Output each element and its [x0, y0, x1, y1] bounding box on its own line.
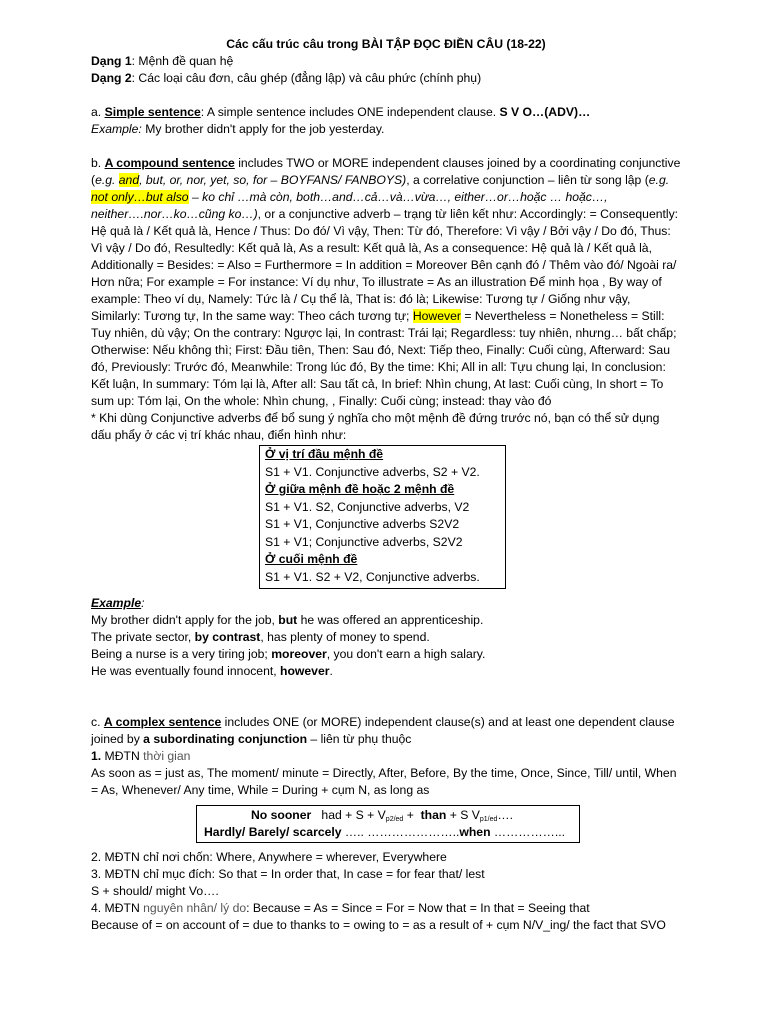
highlight-however: However [412, 309, 461, 323]
example-line [91, 612, 681, 629]
box2-part: had + S + V [311, 808, 386, 822]
spacer [91, 138, 681, 155]
dang-2-text: : Các loại câu đơn, câu ghép (đẳng lập) và câu phức (chính phụ) [131, 71, 482, 85]
mdtn-2-text: : Where, Anywhere = wherever, Everywhere [209, 850, 447, 864]
complex-sentence-paragraph [91, 714, 681, 748]
mdtn-4-line-2: Because of = on account of = due to thanks to = owing to = as a result of + cụm N/V_ing/ the fact that SVO [91, 918, 666, 932]
dang-2-label: Dạng 2 [91, 71, 132, 85]
dang-2-line [91, 70, 681, 87]
box2-subscript: p2/ed [385, 816, 404, 823]
mdtn-3-line [91, 866, 681, 883]
simple-formula: S V O…(ADV)… [499, 105, 591, 119]
compound-prefix: b. [91, 156, 105, 170]
simple-sentence-text: : A simple sentence includes ONE independent clause. [200, 105, 500, 119]
box-heading-start: Ở vị trí đầu mệnh đề [265, 447, 384, 461]
box2-part: + S V [446, 808, 480, 822]
mdtn-3-line-2: S + should/ might Vo…. [91, 884, 219, 898]
example-label: Example: [91, 122, 142, 136]
example-part: He was eventually found innocent, [91, 664, 281, 678]
inversion-structure-box [196, 805, 580, 843]
mdtn-1-text: As soon as = just as, The moment/ minute = Directly, After, Before, By the time, Once, Since, Till/ until, When = As, Whenever/ Any time, While = During + cụm N, as long as [91, 766, 677, 797]
example-keyword: moreover [271, 647, 327, 661]
compound-sentence-term: A compound sentence [104, 156, 235, 170]
hardly-line [204, 824, 579, 841]
box2-part: ….. ………………….. [341, 825, 460, 839]
example-line [91, 646, 681, 663]
example-line [91, 629, 681, 646]
compound-sentence-paragraph [91, 155, 681, 410]
box-line: S1 + V1; Conjunctive adverbs, S2V2 [265, 534, 463, 549]
hardly-keyword: Hardly/ Barely/ scarcely [204, 825, 342, 839]
compound-eg-2: e.g. [648, 173, 670, 187]
example-keyword: however [280, 664, 330, 678]
examples-heading [91, 595, 681, 612]
mdtn-1-number: 1. [91, 749, 102, 763]
mdtn-2-label: 2. MĐTN [91, 850, 144, 864]
complex-text-1: includes ONE (or MORE) independent clause(s) and at least one dependent clause joined by [91, 715, 675, 746]
than-keyword: than [420, 808, 447, 822]
box2-part: …. [497, 808, 513, 822]
example-part: , has plenty of money to spend. [260, 630, 430, 644]
mdtn-4-label: 4. MĐTN [91, 901, 144, 915]
examples-label: Example [91, 596, 142, 610]
compound-text-6: = Nevertheless = Nonetheless = Still: Tuy nhiên, dù vậy; On the contrary: Ngược lại, In contrast: Trái lại; Regardless: tuy nhiên, nhưng… bất chấp; Otherwise: Nếu không thì; First: Đầu tiên, Then: Sau đó, Next: Tiếp theo, Finally: Cuối cùng, Afterward: Sau đó, Previously: Trước đó, Meanwhile: Trong lúc đó, By the time: Khi; All in all: Tựu chung lại, In conclusion: Kết luận, In summary: Tóm lại là, After all: Sau tất cả, In brief: Nhìn chung, At last: Cuối cùng, In short = To sum up: Tóm lại, On the whole: Nhìn chung, , Finally: Cuối cùng; instead: thay vào đó [91, 309, 677, 408]
when-keyword: when [459, 825, 491, 839]
dang-1-label: Dạng 1 [91, 54, 132, 68]
simple-prefix: a. [91, 105, 105, 119]
compound-text-1: includes TWO or MORE independent clauses joined by a coordinating conjunctive ( [91, 156, 681, 187]
mdtn-3-text: : So that = In order that, In case = for fear that/ lest [211, 867, 485, 881]
dang-1-text: : Mệnh đề quan hệ [131, 54, 234, 68]
highlight-not-only: not only…but also [91, 190, 189, 204]
mdtn-3-label: 3. MĐTN [91, 867, 144, 881]
complex-prefix: c. [91, 715, 104, 729]
no-sooner-keyword: No sooner [251, 808, 312, 822]
dang-1-line [91, 53, 681, 70]
highlight-and: and [118, 173, 140, 187]
box-heading-middle: Ở giữa mệnh đề hoặc 2 mệnh đề [265, 482, 455, 496]
compound-eg: e.g. [95, 173, 119, 187]
mdtn-4-text: : Because = As = Since = For = Now that = In that = Seeing that [246, 901, 590, 915]
simple-example-line [91, 121, 681, 138]
document-title: Các cấu trúc câu trong BÀI TẬP ĐỌC ĐIỀN CÂU (18-22) [226, 37, 546, 51]
compound-note: * Khi dùng Conjunctive adverbs để bổ sung ý nghĩa cho một mệnh đề đứng trước nó, bạn có thể sử dụng dấu phẩy ở các vị trí khác nhau, điển hình như: [91, 411, 660, 442]
compound-text-5: , or a conjunctive adverb – trạng từ liên kết như: Accordingly: = Consequently: Hệ quả là / Kết quả là, Hence / Thus: Do đó/ Vì vậy, Then: Từ đó, Therefore: Vì vậy / Bởi vậy / Do đó, Thus: Vì vậy / Do đó, Resultedly: Kết quả là, As a result: Kết quả là, As a consequence: Hệ quả là / Kết quả là, Additionally = Besides: = Also = Furthermore = In addition = Moreover Bên cạnh đó / Thêm vào đó/ Ngoài ra/ Hơn nữa; For example = For instance: Ví dụ như, To illustrate = As an illustration Để minh họa , By way of example: Theo ví dụ, Namely: Tức là / Cụ thể là, That is: đó là; Likewise: Tương tự / Giống như vậy, Similarly: Tương tự, In the same way: Theo cách tương tự; [91, 207, 679, 323]
spacer [91, 87, 681, 104]
box-line: S1 + V1. S2, Conjunctive adverbs, V2 [265, 499, 470, 514]
example-line [91, 663, 681, 680]
example-part: My brother didn't apply for the job, [91, 613, 279, 627]
compound-text-2: , but, or, nor, yet, so, for – BOYFANS/ FANBOYS) [139, 173, 407, 187]
compound-text-4: – ko chỉ …mà còn, both…and…cả…và…vừa…, either…or…hoặc … hoặc…, neither….nor…ko…cũng ko…) [91, 190, 608, 221]
complex-sentence-term: A complex sentence [103, 715, 222, 729]
box-line: S1 + V1. Conjunctive adverbs, S2 + V2. [265, 464, 480, 479]
example-part: , you don't earn a high salary. [326, 647, 486, 661]
complex-text-2: a subordinating conjunction [143, 732, 308, 746]
example-part: . [329, 664, 333, 678]
box-line: S1 + V1, Conjunctive adverbs S2V2 [265, 517, 460, 531]
example-part: The private sector, [91, 630, 195, 644]
box2-part: ……………... [490, 825, 566, 839]
mdtn-2-line [91, 849, 681, 866]
conjunctive-adverbs-box [259, 445, 506, 589]
simple-sentence-paragraph [91, 104, 681, 121]
spacer [91, 680, 681, 697]
no-sooner-line [204, 807, 579, 824]
box-line: S1 + V1. S2 + V2, Conjunctive adverbs. [265, 569, 480, 584]
box2-part: + [403, 808, 421, 822]
mdtn-1-label: MĐTN [101, 749, 144, 763]
mdtn-4-line [91, 900, 681, 917]
mdtn-2-category: chỉ nơi chốn [143, 850, 210, 864]
example-keyword: by contrast [194, 630, 261, 644]
mdtn-1-category: thời gian [143, 749, 191, 763]
compound-text-3: , a correlative conjunction – liên từ song lập ( [406, 173, 649, 187]
example-part: Being a nurse is a very tiring job; [91, 647, 272, 661]
box-heading-end: Ở cuối mệnh đề [265, 552, 358, 566]
mdtn-3-category: chỉ mục đích [143, 867, 212, 881]
examples-colon: : [141, 596, 145, 610]
complex-text-3: – liên từ phụ thuộc [307, 732, 412, 746]
example-text: My brother didn't apply for the job yesterday. [141, 122, 385, 136]
spacer [91, 697, 681, 714]
example-keyword: but [278, 613, 298, 627]
mdtn-1-heading [91, 748, 681, 765]
example-part: he was offered an apprenticeship. [297, 613, 484, 627]
simple-sentence-term: Simple sentence [104, 105, 201, 119]
mdtn-4-category: nguyên nhân/ lý do [143, 901, 247, 915]
document-page [91, 36, 681, 934]
box2-subscript: p1/ed [479, 816, 498, 823]
